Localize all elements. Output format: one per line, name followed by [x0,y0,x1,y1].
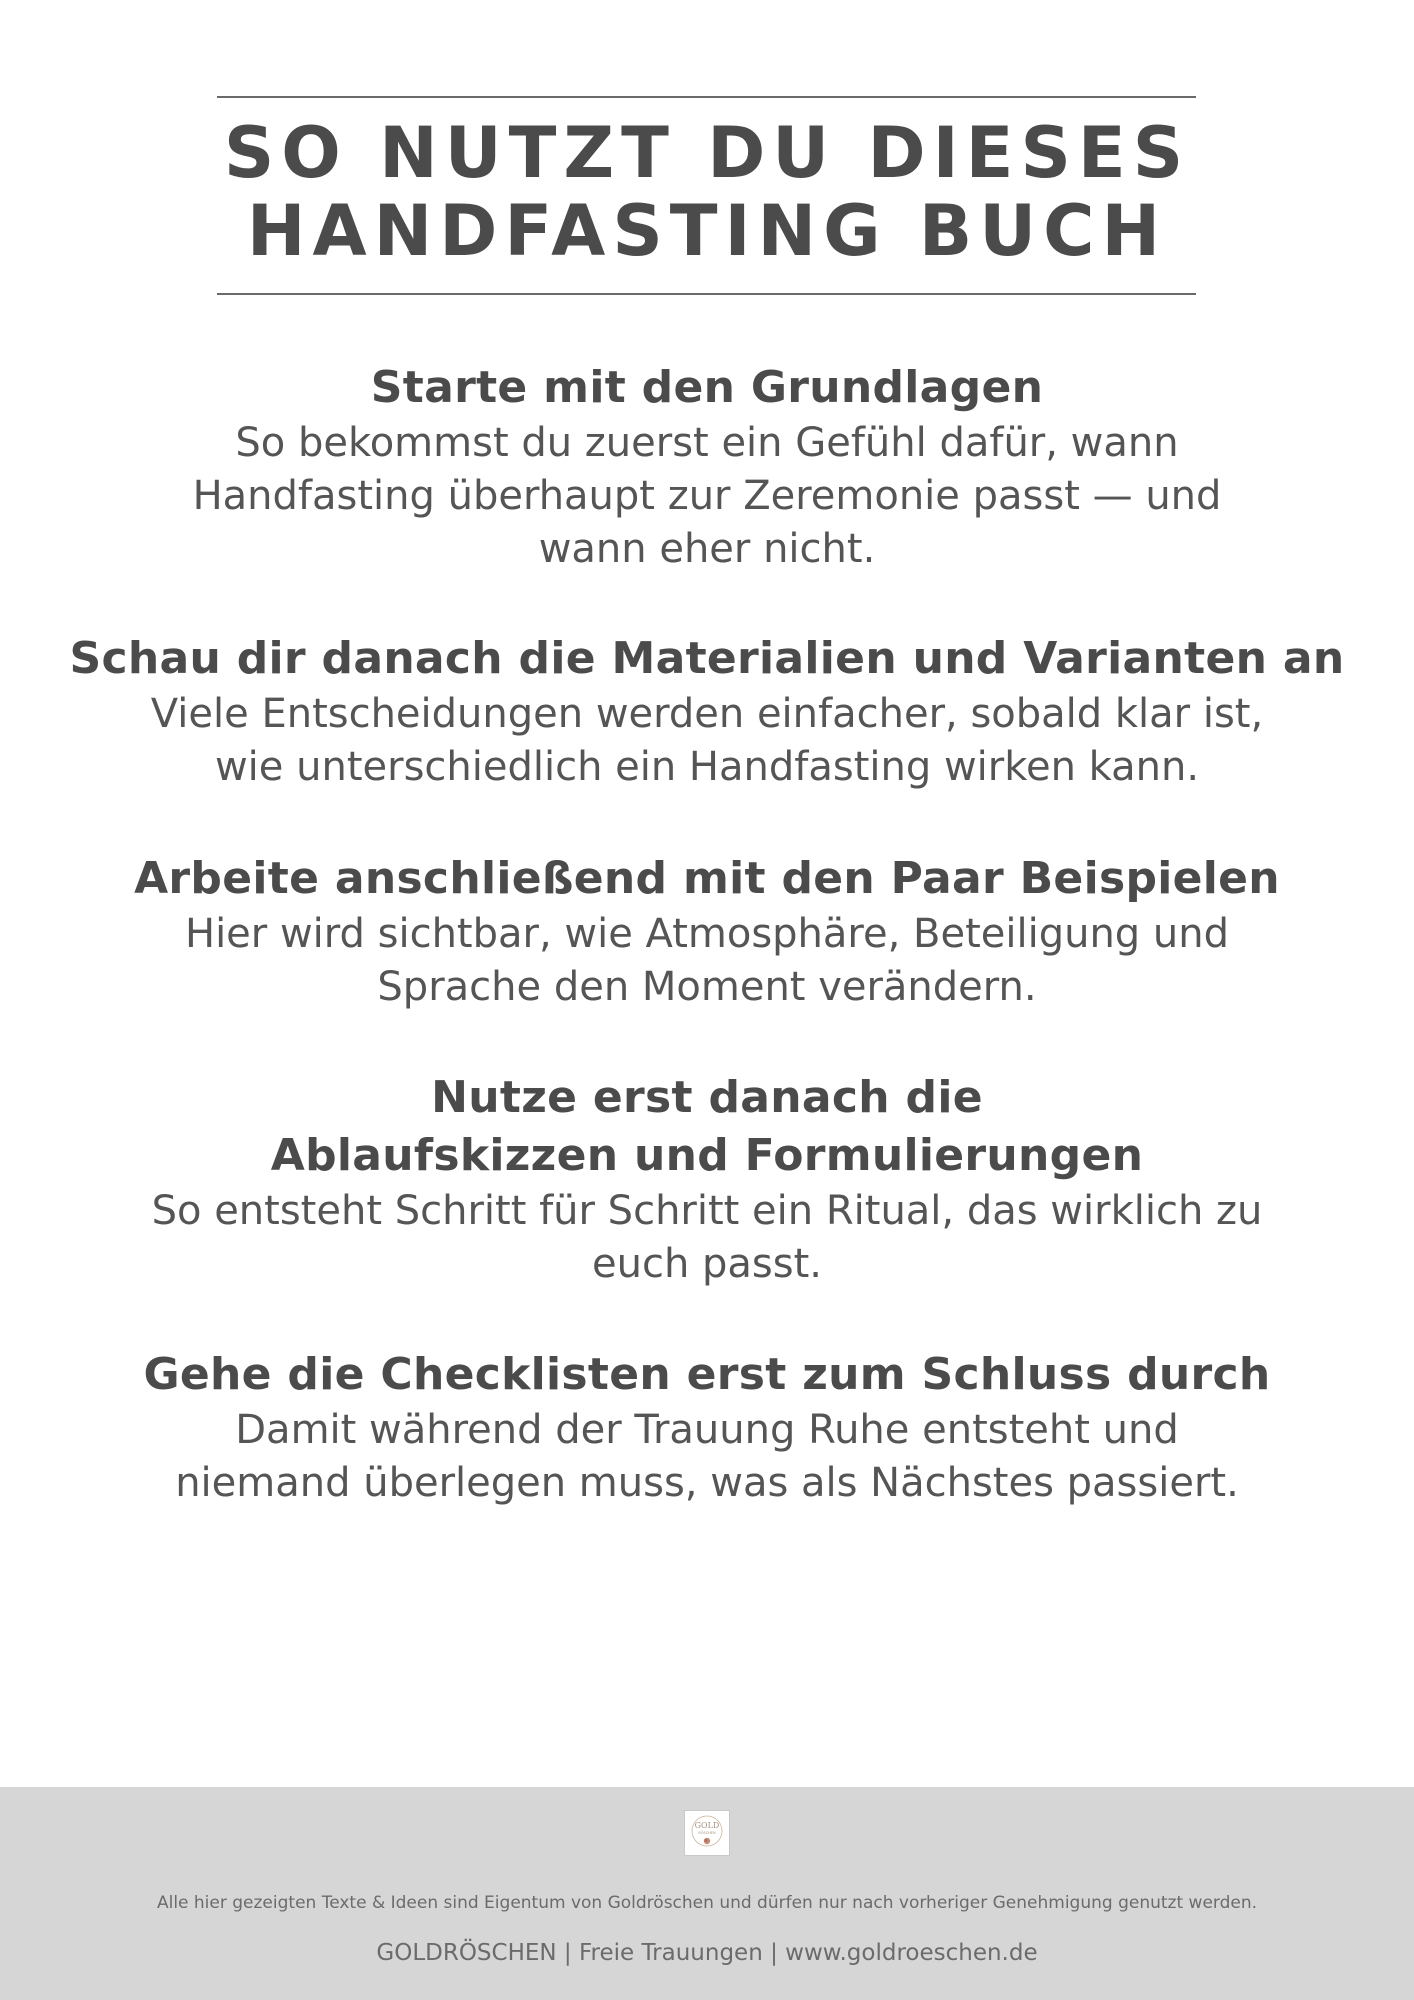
copyright-notice: Alle hier gezeigten Texte & Ideen sind Eigentum von Goldröschen und dürfen nur nach vorheriger Genehmigung genutzt werden. [156,1893,1258,1913]
section-body: Viele Entscheidungen werden einfacher, sobald klar ist, wie unterschiedlich ein Handfasting wirken kann. [150,691,1264,790]
logo-text-top: GOLD [694,1821,720,1830]
section-materialien [40,630,1374,794]
section-body: Hier wird sichtbar, wie Atmosphäre, Beteiligung und Sprache den Moment verändern. [184,911,1229,1010]
rose-logo-icon [685,1811,729,1855]
section-body: So bekommst du zuerst ein Gefühl dafür, wann Handfasting überhaupt zur Zeremonie passt — und wann eher nicht. [192,420,1222,572]
brand-logo [684,1810,730,1856]
section-heading-line-1: Nutze erst danach die [431,1072,983,1123]
brand-line: GOLDRÖSCHEN | Freie Trauungen | www.goldroeschen.de [376,1940,1038,1966]
title-bottom-rule [217,293,1196,295]
section-grundlagen [40,359,1374,576]
logo-text-bottom: RÖSCHEN [698,1831,716,1835]
section-ablaufskizzen [40,1069,1374,1291]
page-title-line-1: SO NUTZT DU DIESES [223,112,1191,194]
section-heading-line-2: Ablaufskizzen und Formulierungen [270,1130,1144,1181]
section-paar-beispiele [40,850,1374,1014]
section-body: So entsteht Schritt für Schritt ein Ritual, das wirklich zu euch passt. [151,1188,1263,1287]
section-heading: Starte mit den Grundlagen [370,362,1044,413]
section-checklisten [40,1346,1374,1510]
page-title [120,114,1294,270]
section-heading: Arbeite anschließend mit den Paar Beispielen [134,853,1280,904]
section-heading: Gehe die Checklisten erst zum Schluss durch [143,1349,1271,1400]
footer [0,1787,1414,2000]
title-top-rule [217,96,1196,98]
page-title-line-2: HANDFASTING BUCH [246,190,1168,272]
section-heading: Schau dir danach die Materialien und Varianten an [69,633,1345,684]
section-body: Damit während der Trauung Ruhe entsteht und niemand überlegen muss, was als Nächstes passiert. [175,1407,1239,1506]
